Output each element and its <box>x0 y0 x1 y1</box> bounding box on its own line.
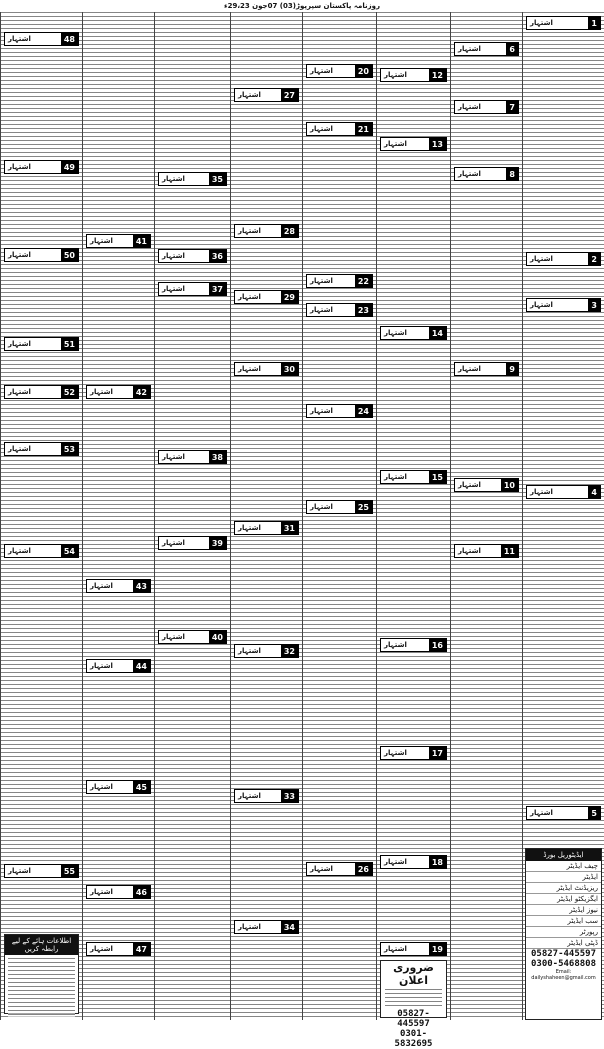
staff-row: ریزیڈنٹ ایڈیٹر <box>526 883 601 894</box>
notice-header: اشتہار 45 <box>86 780 151 794</box>
column-3 <box>154 12 230 1020</box>
notice-header: اشتہار 17 <box>380 746 447 760</box>
notice-header: اشتہار 37 <box>158 282 227 296</box>
notice-header: اشتہار 30 <box>234 362 299 376</box>
notice-header: اشتہار 44 <box>86 659 151 673</box>
column-5 <box>302 12 376 1020</box>
notice-header: اشتہار 18 <box>380 855 447 869</box>
column-8 <box>522 12 604 1020</box>
notice-header: اشتہار 12 <box>380 68 447 82</box>
notice-header: اشتہار 15 <box>380 470 447 484</box>
notice-header: اشتہار 4 <box>526 485 601 499</box>
staff-phone-1: 05827-445597 <box>530 949 597 959</box>
staff-row: نیوز ایڈیٹر <box>526 905 601 916</box>
ad-phone-2: 0301-5832695 <box>394 1029 433 1049</box>
notice-header: اشتہار 19 <box>380 942 447 956</box>
notice-header: اشتہار 26 <box>306 862 373 876</box>
column-7 <box>450 12 522 1020</box>
notice-header: اشتہار 8 <box>454 167 519 181</box>
notice-header: اشتہار 55 <box>4 864 79 878</box>
notice-header: اشتہار 47 <box>86 942 151 956</box>
notice-header: اشتہار 41 <box>86 234 151 248</box>
urgent-notice-ad <box>380 960 447 1049</box>
staff-row: ایڈیٹر <box>526 872 601 883</box>
column-4 <box>230 12 302 1020</box>
notice-header: اشتہار 39 <box>158 536 227 550</box>
staff-row: چیف ایڈیٹر <box>526 861 601 872</box>
notice-header: اشتہار 25 <box>306 500 373 514</box>
notice-header: اشتہار 1 <box>526 16 601 30</box>
ad-phone-1: 05827-445597 <box>397 1009 430 1029</box>
notice-header: اشتہار 32 <box>234 644 299 658</box>
notice-header: اشتہار 42 <box>86 385 151 399</box>
column-1 <box>0 12 82 1020</box>
staff-email: Email: dailyshaheen@gmail.com <box>531 969 596 981</box>
notice-header: اشتہار 31 <box>234 521 299 535</box>
staff-row: ایگزیکٹو ایڈیٹر <box>526 894 601 905</box>
ad-title: ضروری اعلان <box>381 961 446 987</box>
notice-header: اشتہار 13 <box>380 137 447 151</box>
notice-header: اشتہار 29 <box>234 290 299 304</box>
notice-header: اشتہار 23 <box>306 303 373 317</box>
notice-header: اشتہار 21 <box>306 122 373 136</box>
staff-row: ڈپٹی ایڈیٹر <box>526 938 601 949</box>
notice-header: اشتہار 2 <box>526 252 601 266</box>
notice-header: اشتہار 34 <box>234 920 299 934</box>
notice-header: اشتہار 40 <box>158 630 227 644</box>
notice-header: اشتہار 53 <box>4 442 79 456</box>
contact-notice <box>4 934 79 1014</box>
staff-phone-2: 0300-5468808 <box>530 959 597 969</box>
notice-header: اشتہار 43 <box>86 579 151 593</box>
notice-header: اشتہار 28 <box>234 224 299 238</box>
notice-header: اشتہار 22 <box>306 274 373 288</box>
notice-header: اشتہار 35 <box>158 172 227 186</box>
notice-header: اشتہار 49 <box>4 160 79 174</box>
staff-row: سب ایڈیٹر <box>526 916 601 927</box>
notice-header: اشتہار 5 <box>526 806 601 820</box>
staff-row: رپورٹر <box>526 927 601 938</box>
notice-header: اشتہار 11 <box>454 544 519 558</box>
notice-title: اطلاعات ہائے کے لیے رابطہ کریں <box>5 935 78 955</box>
notice-header: اشتہار 46 <box>86 885 151 899</box>
notice-header: اشتہار 16 <box>380 638 447 652</box>
notice-header: اشتہار 10 <box>454 478 519 492</box>
masthead: روزنامہ پاکستان سپرپوڑ(03) 07جون 29،23ء <box>224 2 380 10</box>
editorial-board-heading: ایڈیٹوریل بورڈ <box>526 849 601 861</box>
notice-header: اشتہار 36 <box>158 249 227 263</box>
notice-header: اشتہار 6 <box>454 42 519 56</box>
notice-header: اشتہار 50 <box>4 248 79 262</box>
editorial-board <box>525 848 602 1020</box>
notice-header: اشتہار 33 <box>234 789 299 803</box>
column-6 <box>376 12 450 1049</box>
notice-header: اشتہار 14 <box>380 326 447 340</box>
notice-header: اشتہار 7 <box>454 100 519 114</box>
notice-header: اشتہار 3 <box>526 298 601 312</box>
notice-header: اشتہار 54 <box>4 544 79 558</box>
column-2 <box>82 12 154 1020</box>
notice-header: اشتہار 51 <box>4 337 79 351</box>
notice-header: اشتہار 38 <box>158 450 227 464</box>
notice-header: اشتہار 20 <box>306 64 373 78</box>
notice-header: اشتہار 9 <box>454 362 519 376</box>
notice-header: اشتہار 24 <box>306 404 373 418</box>
notice-header: اشتہار 52 <box>4 385 79 399</box>
notice-header: اشتہار 48 <box>4 32 79 46</box>
notice-header: اشتہار 27 <box>234 88 299 102</box>
